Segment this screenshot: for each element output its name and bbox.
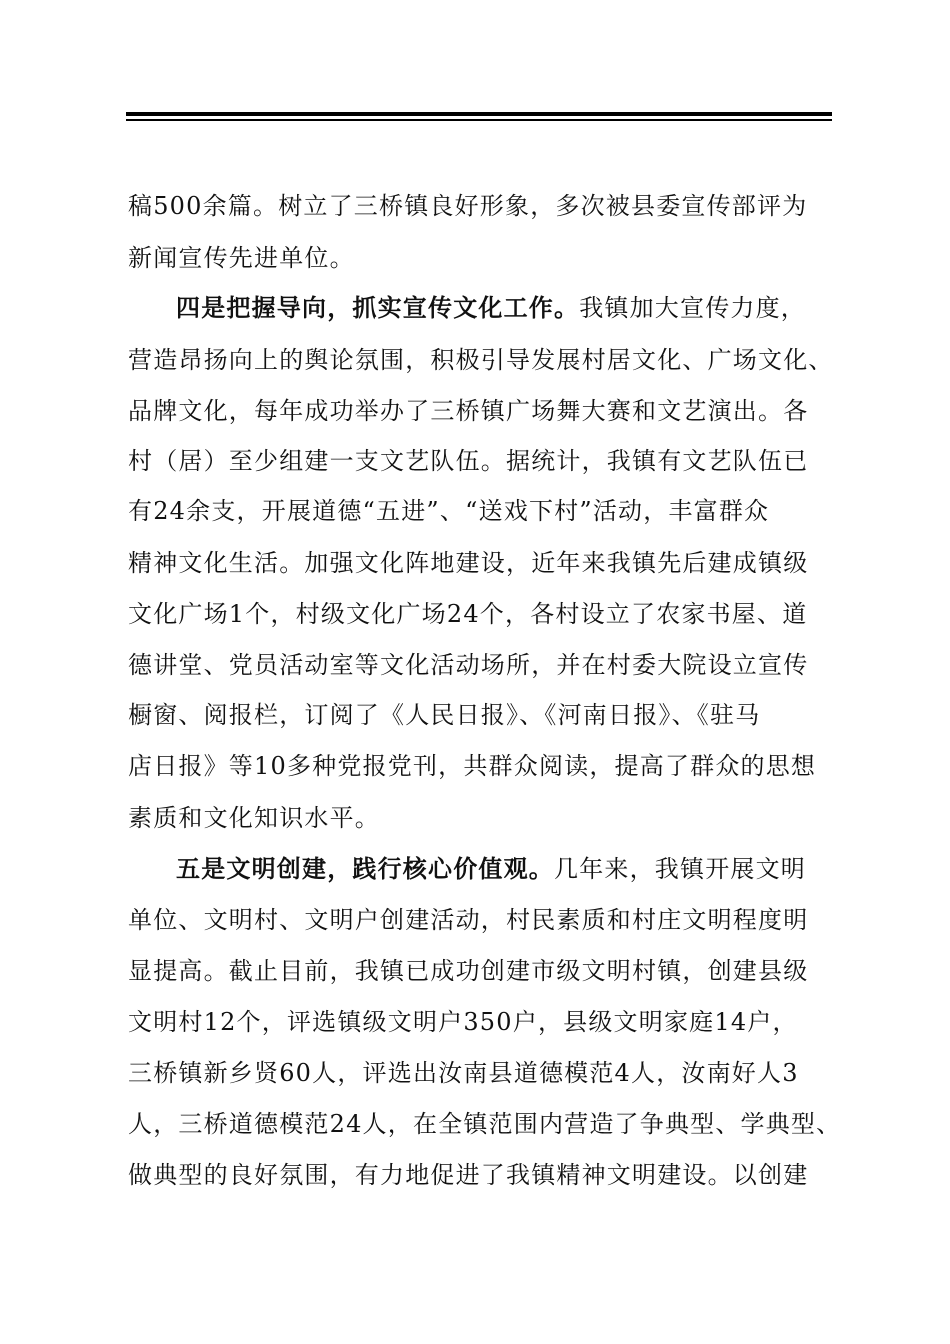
text-line: 橱窗、阅报栏，订阅了《人民日报》、《河南日报》、《驻马: [128, 701, 761, 729]
text-line: 德讲堂、党员活动室等文化活动场所，并在村委大院设立宣传: [128, 651, 809, 679]
text-line: 有24余支，开展道德“五进”、“送戏下村”活动，丰富群众: [128, 497, 770, 525]
text-line: 新闻宣传先进单位。: [128, 244, 355, 272]
text-line: 人，三桥道德模范24人，在全镇范围内营造了争典型、学典型、: [128, 1110, 842, 1138]
text-line: 品牌文化，每年成功举办了三桥镇广场舞大赛和文艺演出。各: [128, 397, 809, 425]
text-line: 稿500余篇。树立了三桥镇良好形象，多次被县委宣传部评为: [128, 192, 808, 220]
section-heading-5: 五是文明创建，践行核心价值观。: [176, 854, 554, 883]
text-segment: 我镇加大宣传力度，: [579, 294, 807, 322]
text-line: 店日报》等10多种党报党刊，共群众阅读，提高了群众的思想: [128, 752, 817, 780]
text-line: 文明村12个，评选镇级文明户350户，县级文明家庭14户，: [128, 1008, 798, 1036]
text-line: 显提高。截止目前，我镇已成功创建市级文明村镇，创建县级: [128, 957, 809, 985]
text-line: 精神文化生活。加强文化阵地建设，近年来我镇先后建成镇级: [128, 549, 809, 577]
text-line: 文化广场1个，村级文化广场24个，各村设立了农家书屋、道: [128, 600, 808, 628]
text-line: 三桥镇新乡贤60人，评选出汝南县道德模范4人，汝南好人3: [128, 1059, 799, 1087]
text-line: 做典型的良好氛围，有力地促进了我镇精神文明建设。以创建: [128, 1161, 809, 1189]
text-line: 单位、文明村、文明户创建活动，村民素质和村庄文明程度明: [128, 906, 809, 934]
text-segment: 几年来，我镇开展文明: [554, 855, 806, 883]
header-rule-thin: [126, 119, 832, 121]
text-line: 村（居）至少组建一支文艺队伍。据统计，我镇有文艺队伍已: [128, 447, 809, 475]
text-line: 素质和文化知识水平。: [128, 804, 380, 832]
text-line: 营造昂扬向上的舆论氛围，积极引导发展村居文化、广场文化、: [128, 346, 834, 374]
paragraph-5-first-line: [176, 855, 806, 883]
section-heading-4: 四是把握导向，抓实宣传文化工作。: [176, 293, 580, 322]
paragraph-4-first-line: [176, 294, 806, 322]
header-rule-thick: [126, 112, 832, 116]
